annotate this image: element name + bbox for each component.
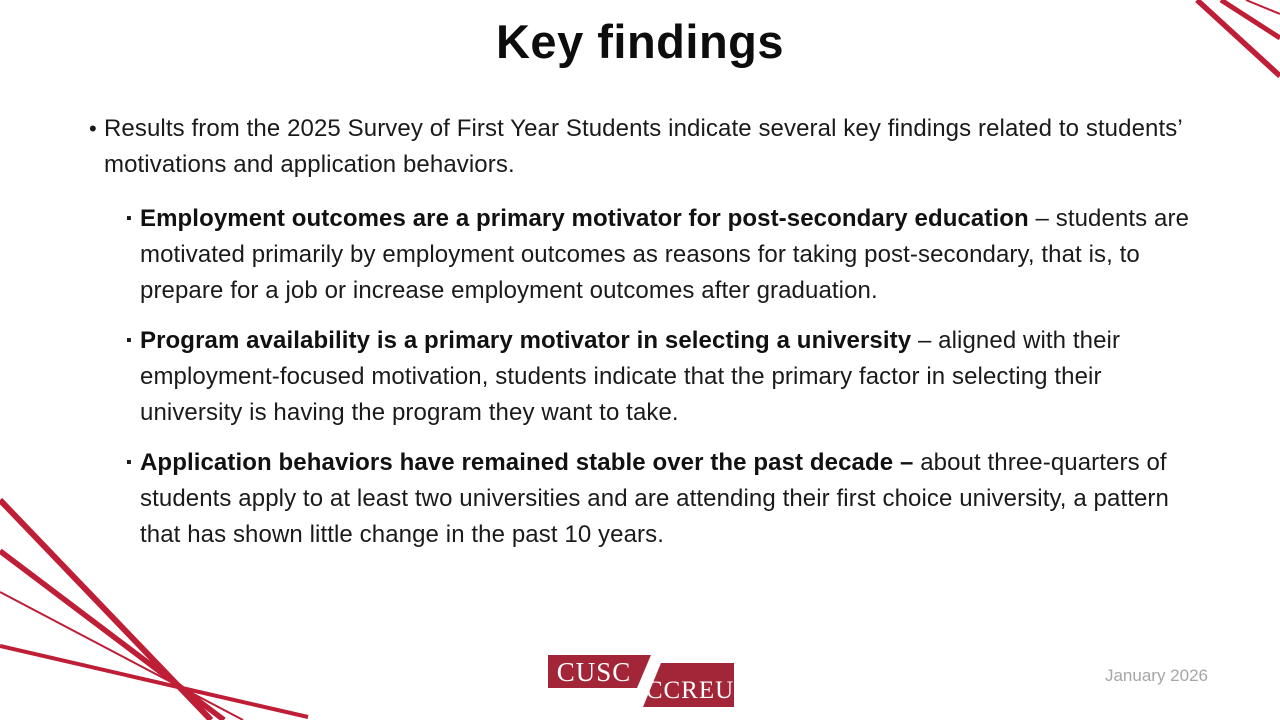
bullet-intro-text: Results from the 2025 Survey of First Year Students indicate several key findings related to students’ motivations and application behaviors.	[104, 115, 1182, 178]
bullet-marker: •	[89, 116, 97, 141]
decorative-line	[1246, 0, 1280, 14]
square-bullet-marker: ▪	[126, 332, 132, 349]
footer-date: January 2026	[1104, 666, 1208, 685]
square-bullet-marker: ▪	[126, 210, 132, 227]
slide-body	[89, 111, 1189, 567]
bullet-intro	[89, 111, 1189, 183]
square-bullet-marker: ▪	[126, 454, 132, 471]
bullet-program-text	[140, 323, 1189, 431]
logo-left-text: CUSC	[556, 657, 632, 687]
cusc-ccreu-logo	[544, 650, 744, 716]
logo-right-text: CCREU	[645, 677, 735, 704]
bullet-employment-rest: – students are motivated primarily by employment outcomes as reasons for taking post-secondary, that is, to prepare for a job or increase employment outcomes after graduation.	[140, 205, 1190, 304]
bullet-application-rest: about three-quarters of students apply to at least two universities and are attending their first choice university, a pattern that has shown little change in the past 10 years.	[140, 449, 1169, 548]
decorative-line	[0, 646, 308, 717]
bullet-employment	[126, 201, 1189, 309]
bullet-application-text	[140, 445, 1189, 553]
bullet-program-rest: – aligned with their employment-focused motivation, students indicate that the primary factor in selecting their university is having the program they want to take.	[140, 327, 1121, 426]
bullet-program-lead: Program availability is a primary motivator in selecting a university	[140, 327, 912, 354]
page-title: Key findings	[495, 15, 785, 68]
decorative-line	[0, 592, 243, 720]
bullet-employment-text	[140, 201, 1189, 309]
bullet-employment-lead: Employment outcomes are a primary motivator for post-secondary education	[140, 205, 1029, 232]
decorative-line	[0, 551, 224, 720]
bullet-application-lead: Application behaviors have remained stable over the past decade –	[140, 449, 914, 476]
bullet-application	[126, 445, 1189, 553]
bullet-program	[126, 323, 1189, 431]
